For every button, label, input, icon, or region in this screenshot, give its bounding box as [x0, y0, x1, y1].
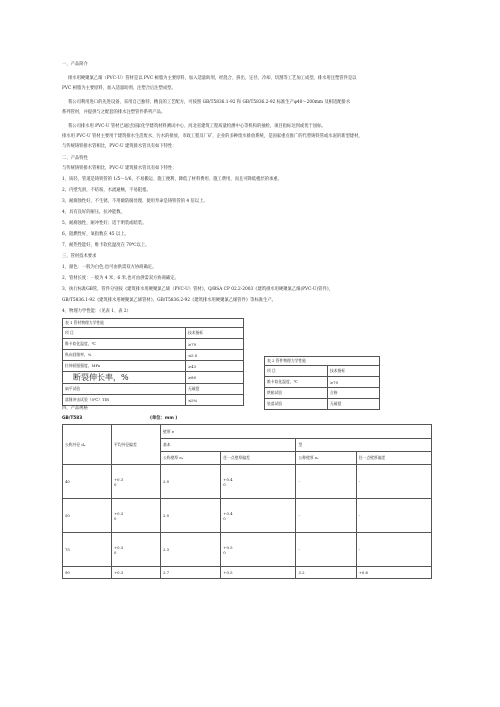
intro-para-1a: 排水用硬聚氯乙烯（PVC-U）管材是以 PVC 树脂为主要原料，加入适量助剂，经混合、挤出、定径、冷却、切割等工艺加工成型。排水用注塑管件是以 [68, 76, 357, 81]
table-row-value: 无破裂 [328, 399, 380, 410]
table-row-label: 拉伸屈服强度，MPa [63, 361, 186, 372]
requirement-item: 3、执行标准GB管，管件分别按《建筑排水用硬聚氯乙烯（PVC-U）管材》，Q/BSA CP 02.2-2003《建筑排水用硬聚氯乙烯(PVC-U)管件》， [62, 287, 334, 292]
requirement-item: 2、管材长度：一般为 4 米、6 米,也可由供需双方协商确定。 [62, 276, 179, 281]
section-3-title: 三、管材技术要求 [62, 254, 97, 259]
spec-header-tolerance-2: 任一点壁厚偏差 [356, 452, 431, 465]
spec-cell: +0.3 0 [112, 465, 161, 499]
feature-item: 7、耐热性能好，维卡软化温度在 79℃以上。 [62, 243, 150, 248]
standard-label: GB/T583 [62, 416, 83, 421]
table-row-label: 维卡软化温度，℃ [265, 377, 328, 388]
spec-cell: - [356, 499, 431, 533]
table-1 [62, 318, 244, 406]
feature-item: 5、耐腐蚀性，耐冲性好；适于明装或暗装。 [62, 221, 147, 226]
table-row [63, 533, 432, 567]
intro-para-2a: 我公司利用进口的先进设备，采用自己独特，精良的工艺配方，可按照 GB/T5836.1-92 和 GB/T5836.2-92 标准生产φ40～200mm 及相适配排水 [68, 100, 351, 105]
table-row-value: ≥79 [186, 339, 244, 350]
spec-cell: 75 [63, 533, 112, 567]
table-row [63, 567, 432, 579]
spec-cell: +0.4 0 [221, 499, 296, 533]
spec-cell: - [356, 533, 431, 567]
section-4-title: 四、产品规格 [62, 406, 88, 411]
requirement-item: 4、物理力学性能：（见表 1、表 2） [62, 309, 131, 314]
section-1-title: 一、产品简介 [62, 62, 88, 67]
spec-cell: - [296, 499, 356, 533]
table-row-label: 断裂伸长率，% [63, 372, 186, 384]
table-2-header-value: 技术指标 [328, 366, 380, 377]
table-row-value: 无破裂 [186, 384, 244, 395]
spec-cell: +0.3 0 [112, 533, 161, 567]
intro-para-3c: 与传统铸铁排水管相比，PVC-U 建筑排水管具有如下特性： [62, 144, 177, 149]
spec-cell: 2.7 [161, 567, 221, 579]
spec-header-tolerance-1: 任一点壁厚偏差 [221, 452, 296, 465]
spec-header-dev: 平均外径偏差 [112, 425, 161, 465]
spec-cell: 2.3 [161, 533, 221, 567]
intro-para-2b: 系列管材，并提供与之配套的排水注塑管件系列产品。 [62, 110, 166, 115]
requirement-item: GB/T5836.1-92《建筑排水用硬聚氯乙烯管材》，GB/T5836.2-92《建筑排水用硬聚氯乙烯管件》等标准生产。 [62, 298, 276, 303]
spec-header-nominal-1: 公称壁厚 eₙ [161, 452, 221, 465]
unit-label: (单位：mm ) [150, 416, 178, 421]
table-row-value: ≤5% [186, 395, 244, 406]
requirement-item: 1、颜色：一般为白色,也可由供需双方协商确定。 [62, 265, 157, 270]
feature-item: 4、具有良好的耐压，抗冲能数。 [62, 210, 125, 215]
table-1-header-value: 技术指标 [186, 328, 244, 339]
table-row-value: 合格 [328, 388, 380, 399]
table-2-header-item: 项 目 [265, 366, 328, 377]
table-row-value: ≥43 [186, 361, 244, 372]
spec-header-od: 公称外径 dₙ [63, 425, 112, 465]
spec-cell: 40 [63, 465, 112, 499]
table-row-value: ≥80 [186, 372, 244, 384]
intro-para-1b: PVC 树脂为主要原料，加入适量助剂，注塑合后注塑成型。 [62, 86, 176, 91]
spec-header-nominal-2: 公称壁厚 eₙ [296, 452, 356, 465]
spec-header-wall: 壁厚 e [161, 425, 432, 439]
table-row-label: 落锤冲击试验（0℃）TIR [63, 395, 186, 406]
table-row-value: ≤5.0 [186, 350, 244, 361]
table-row-label: 维卡软化温度，℃ [63, 339, 186, 350]
table-row [63, 465, 432, 499]
table-2 [264, 356, 380, 410]
spec-header-type: 型 [296, 439, 432, 452]
spec-cell: +0.3 0 [112, 499, 161, 533]
spec-cell: 2.0 [161, 465, 221, 499]
section-2-title: 二、产品特性 [62, 156, 88, 161]
feature-item: 3、耐腐蚀性好，不生锈，不用做防腐处理，使用寿命是铸铁管的 4 倍以上。 [62, 199, 208, 204]
spec-cell: +0.4 0 [221, 465, 296, 499]
table-row-label: 纵向回缩率，% [63, 350, 186, 361]
spec-cell: +0.3 [112, 567, 161, 579]
feature-item: 6、阻燃性好，氧指数在 45 以上。 [62, 232, 129, 237]
table-row-value: ≥70 [328, 377, 380, 388]
spec-header-base: 基本 [161, 439, 296, 452]
spec-cell: 2.0 [161, 499, 221, 533]
table-row-label: 烘箱试验 [265, 388, 328, 399]
feature-item: 2、内壁光滑，不结垢，水流通畅，不易阻塞。 [62, 188, 151, 193]
table-1-caption: 表 1 管材物理力学性能 [63, 319, 244, 328]
table-row [63, 499, 432, 533]
table-row-label: 坠落试验 [265, 399, 328, 410]
table-1-header-item: 项 目 [63, 328, 186, 339]
intro-para-3a: 我公司排水用 PVC-U 管材已通过国家化学建筑材料测试中心、河北省建筑工程质量检测中心等机构的抽检，项目指标达到或优于国标。 [68, 124, 326, 129]
spec-cell: - [296, 465, 356, 499]
spec-cell: +0.5 0 [221, 533, 296, 567]
spec-cell: - [356, 465, 431, 499]
spec-cell: - [296, 533, 356, 567]
spec-cell: 90 [63, 567, 112, 579]
spec-cell: 3.2 [296, 567, 356, 579]
spec-cell: 50 [63, 499, 112, 533]
spec-table [62, 424, 432, 579]
spec-cell: +0.6 [356, 567, 431, 579]
feature-item: 1、质轻，管道是铸铁管的 1/5～1/6，不易搬运、施工便利，降低了材料费用、施工费用，而且可降低楼层的承重。 [62, 177, 282, 182]
table-2-caption: 表 2 管件物理力学性能 [265, 357, 380, 366]
intro-para-3b: 排水用 PVC-U 管材主要用于建筑排水生活废水、污水的排放，市政工程及厂矿、企业的多种废水排放系统，是国家重点推广的代替铸铁管或水泥的新型建材， [62, 134, 363, 139]
table-row-label: 扁平试验 [63, 384, 186, 395]
spec-cell: +0.5 [221, 567, 296, 579]
section-2-intro: 与传统铸铁排水管相比，PVC-U 建筑排水管具有如下特性： [62, 166, 177, 171]
